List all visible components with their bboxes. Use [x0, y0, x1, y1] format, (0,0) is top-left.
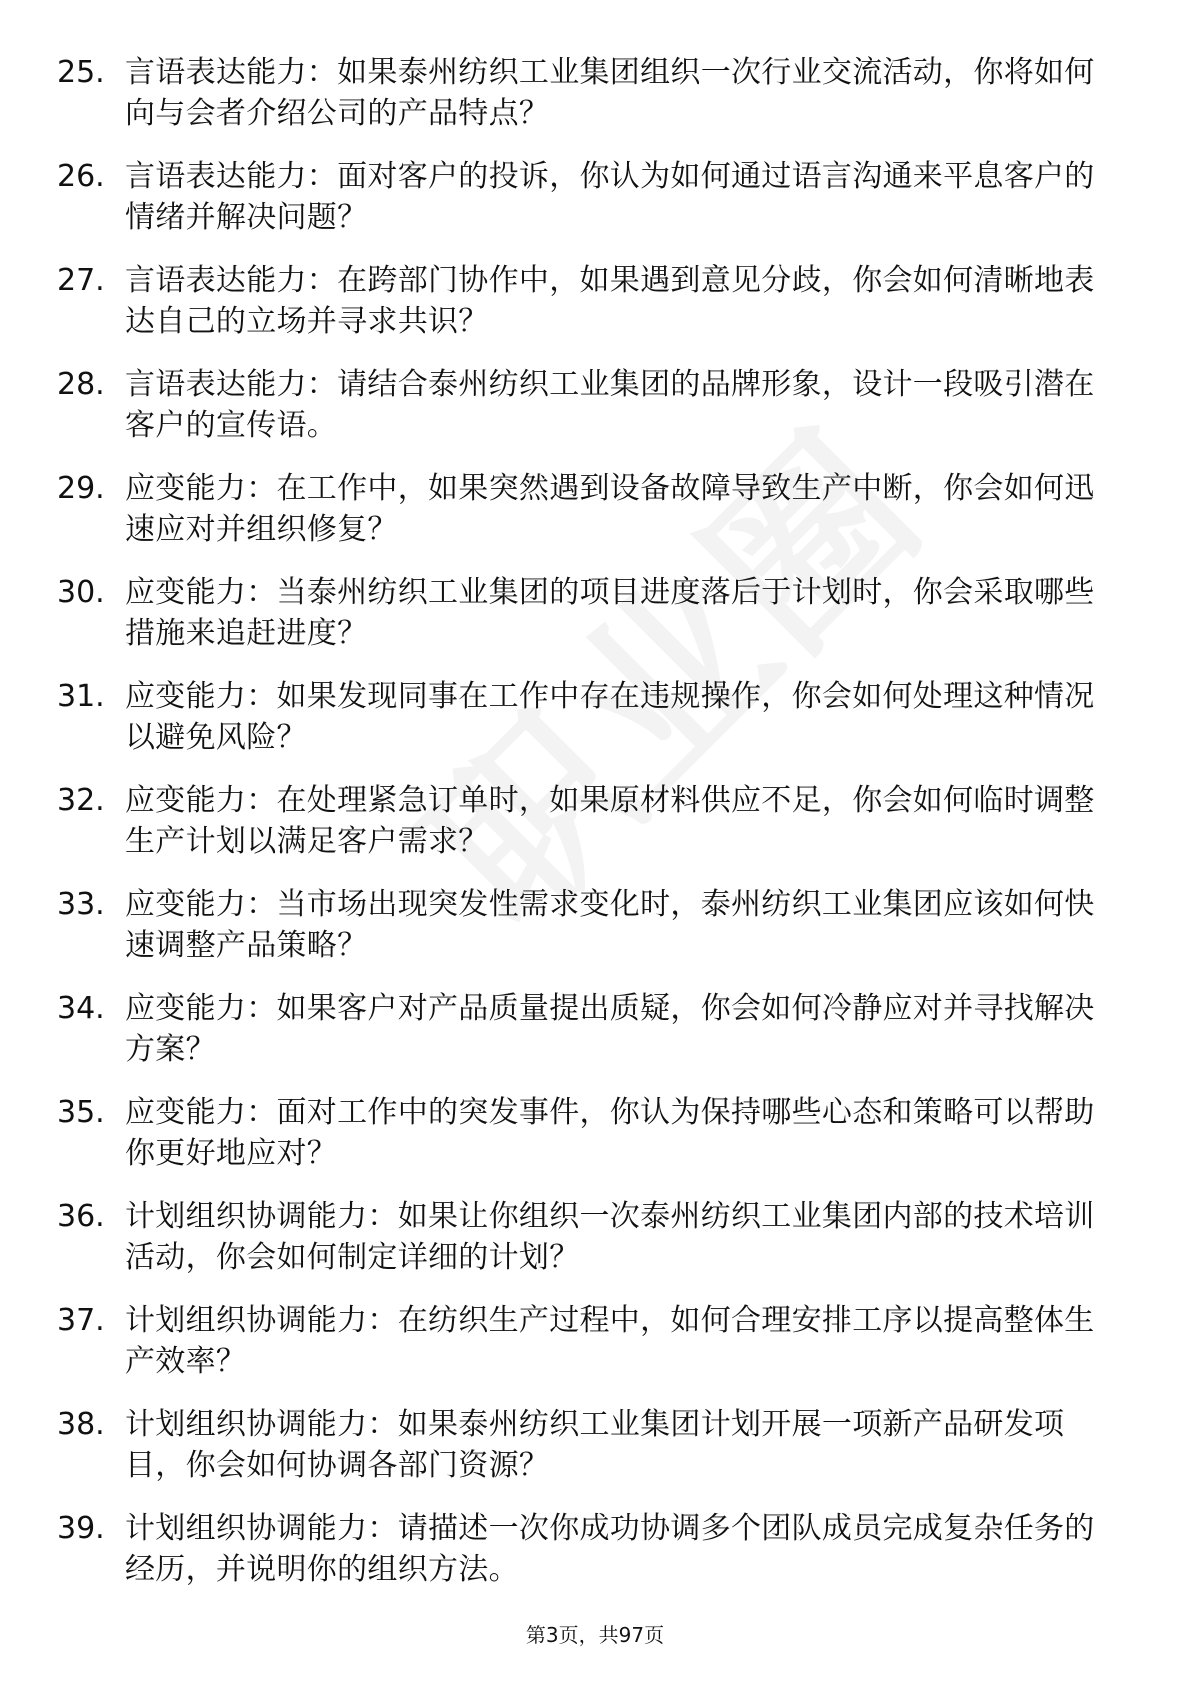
question-number: 37.: [57, 1303, 105, 1338]
question-number: 27.: [57, 263, 105, 298]
question-number: 32.: [57, 783, 105, 818]
question-item: [57, 1404, 1117, 1486]
question-list: [57, 52, 1117, 1612]
question-item: [57, 52, 1117, 134]
question-item: [57, 676, 1117, 758]
question-number: 31.: [57, 679, 105, 714]
question-text: 应变能力：在工作中，如果突然遇到设备故障导致生产中断，你会如何迅速应对并组织修复？: [125, 471, 1095, 547]
question-item: [57, 156, 1117, 238]
question-number: 35.: [57, 1095, 105, 1130]
question-text: 计划组织协调能力：如果泰州纺织工业集团计划开展一项新产品研发项目，你会如何协调各部门资源？: [125, 1407, 1065, 1483]
question-number: 33.: [57, 887, 105, 922]
question-text: 应变能力：当市场出现突发性需求变化时，泰州纺织工业集团应该如何快速调整产品策略？: [125, 887, 1095, 963]
question-item: [57, 260, 1117, 342]
question-text: 言语表达能力：面对客户的投诉，你认为如何通过语言沟通来平息客户的情绪并解决问题？: [125, 159, 1095, 235]
question-number: 39.: [57, 1511, 105, 1546]
question-number: 38.: [57, 1407, 105, 1442]
question-item: [57, 572, 1117, 654]
question-text: 言语表达能力：如果泰州纺织工业集团组织一次行业交流活动，你将如何向与会者介绍公司的产品特点？: [125, 55, 1095, 131]
question-text: 应变能力：如果客户对产品质量提出质疑，你会如何冷静应对并寻找解决方案？: [125, 991, 1095, 1067]
question-number: 28.: [57, 367, 105, 402]
question-text: 言语表达能力：请结合泰州纺织工业集团的品牌形象，设计一段吸引潜在客户的宣传语。: [125, 367, 1095, 443]
question-item: [57, 468, 1117, 550]
question-item: [57, 780, 1117, 862]
question-number: 30.: [57, 575, 105, 610]
question-number: 29.: [57, 471, 105, 506]
question-item: [57, 884, 1117, 966]
question-item: [57, 1508, 1117, 1590]
question-item: [57, 1092, 1117, 1174]
question-item: [57, 988, 1117, 1070]
question-text: 言语表达能力：在跨部门协作中，如果遇到意见分歧，你会如何清晰地表达自己的立场并寻求共识？: [125, 263, 1095, 339]
question-text: 应变能力：当泰州纺织工业集团的项目进度落后于计划时，你会采取哪些措施来追赶进度？: [125, 575, 1095, 651]
page-number: 第3页，共97页: [525, 1623, 665, 1647]
question-text: 应变能力：面对工作中的突发事件，你认为保持哪些心态和策略可以帮助你更好地应对？: [125, 1095, 1095, 1171]
question-text: 应变能力：在处理紧急订单时，如果原材料供应不足，你会如何临时调整生产计划以满足客户需求？: [125, 783, 1095, 859]
question-item: [57, 1196, 1117, 1278]
question-number: 26.: [57, 159, 105, 194]
question-number: 36.: [57, 1199, 105, 1234]
question-number: 34.: [57, 991, 105, 1026]
question-text: 计划组织协调能力：在纺织生产过程中，如何合理安排工序以提高整体生产效率？: [125, 1303, 1095, 1379]
question-item: [57, 364, 1117, 446]
question-text: 计划组织协调能力：如果让你组织一次泰州纺织工业集团内部的技术培训活动，你会如何制定详细的计划？: [125, 1199, 1095, 1275]
question-text: 应变能力：如果发现同事在工作中存在违规操作，你会如何处理这种情况以避免风险？: [125, 679, 1095, 755]
question-text: 计划组织协调能力：请描述一次你成功协调多个团队成员完成复杂任务的经历，并说明你的组织方法。: [125, 1511, 1095, 1587]
question-number: 25.: [57, 55, 105, 90]
question-item: [57, 1300, 1117, 1382]
